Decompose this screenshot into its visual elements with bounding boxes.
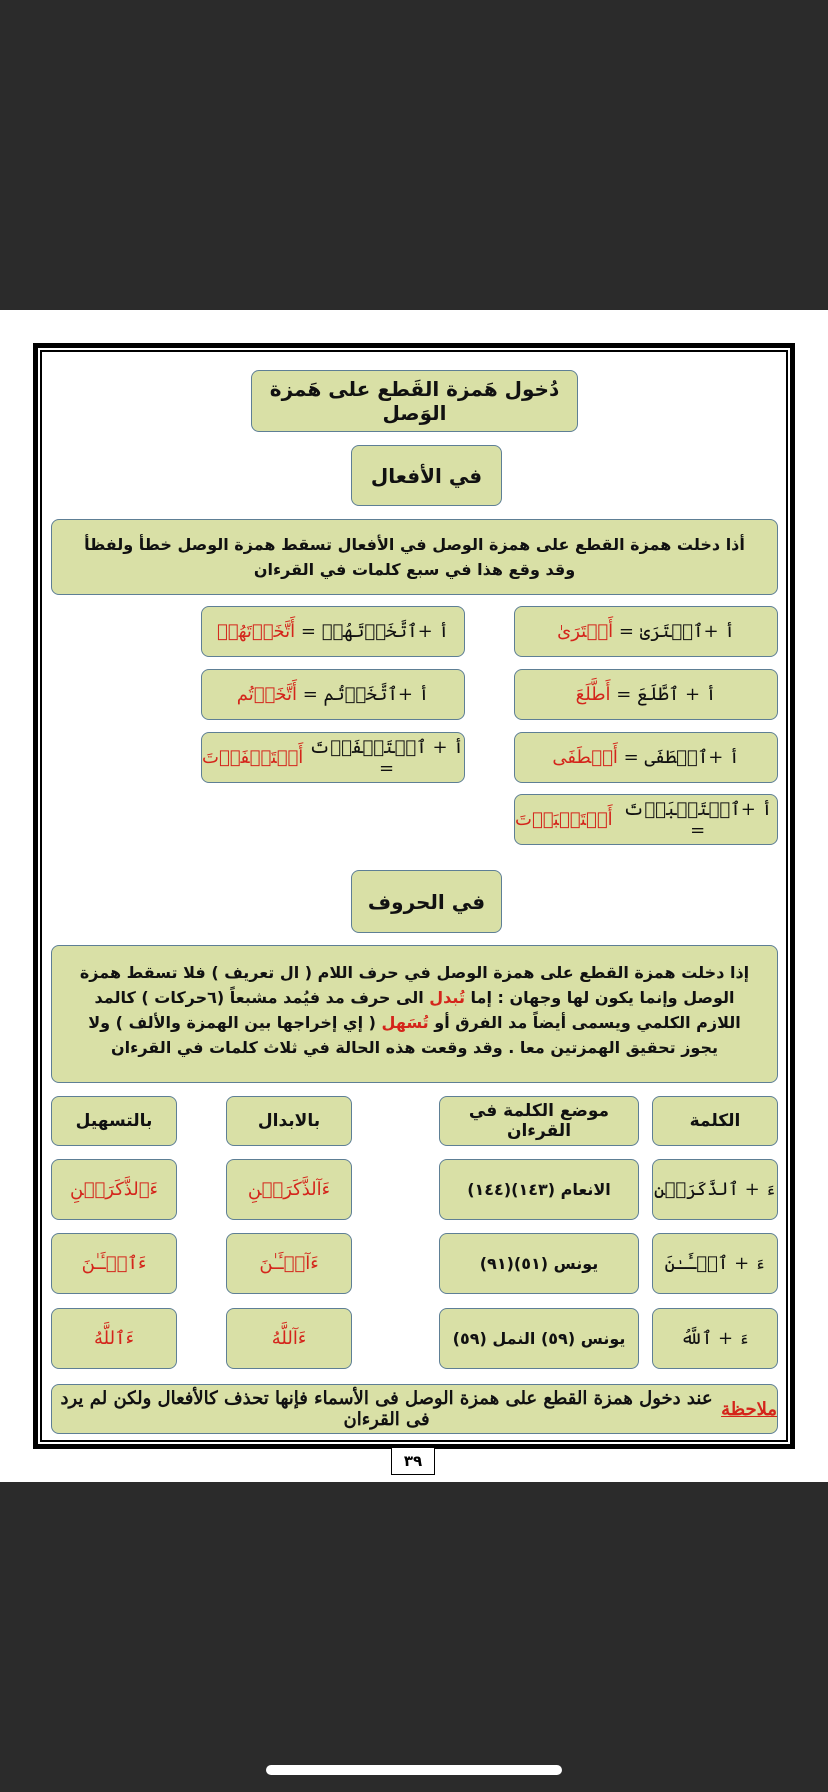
page-number: ٣٩ [391,1447,435,1475]
row1-ibdal: ءَآلذَّكَرَيۡنِ [226,1159,352,1220]
letters-intro-part2: الى حرف مد فيُمد مشبعاً (٦حركات ) كالمد اللازم الكلمي ويسمى أيضاً مد الفرق أو [94,988,741,1032]
verb-result: أَفۡتَرَىٰ [557,621,614,642]
verb-base: أ +ٱصۡطَفَى = [623,747,740,768]
verb-right-3 [514,732,778,783]
main-title: دُخول هَمزة القَطع على هَمزة الوَصل [251,370,578,432]
verb-base: أ + ٱطَّلَعَ = [616,684,717,705]
verb-result: أَصۡطَفَى [552,747,618,768]
note-label: ملاحظة [721,1398,777,1420]
bottom-dark-bar [0,1482,828,1792]
row3-ibdal: ءَآللَّهُ [226,1308,352,1369]
verb-base: أ +ٱتَّخَذۡتَهُمۡ = [300,621,449,642]
header-tashil: بالتسهيل [51,1096,177,1146]
letters-intro [51,945,778,1083]
row2-word: ءَ + ٱلۡـَٔـٰنَ [652,1233,778,1294]
row2-tashil: ءَٱلۡـَٔـٰنَ [51,1233,177,1294]
verb-left-2 [201,669,465,720]
verb-result: أَتَّخَذۡتَهُمۡ [217,621,296,642]
row1-tashil: ءَٱلذَّكَرَيۡنِ [51,1159,177,1220]
verb-base: أ +ٱسۡتَكۡبَرۡتَ = [623,798,773,841]
letters-intro-part3: ( إي إخراجها بين الهمزة والألف ) ولا يجوز تحقيق الهمزتين معا . وقد وقعت هذه الحالة في ثلاث كلمات في القرءان [88,1013,718,1057]
verb-result: أَطَّلَعَ [575,684,611,705]
header-location: موضع الكلمة في القرءان [439,1096,639,1146]
row1-location: الانعام (١٤٣)(١٤٤) [439,1159,639,1220]
row3-location: يونس (٥٩) النمل (٥٩) [439,1308,639,1369]
verb-result: أَتَّخَذۡتُم [236,684,297,705]
verb-result: أَسۡتَغۡفَرۡتَ [202,747,304,768]
section-heading-verbs: في الأفعال [351,445,502,506]
letters-intro-tashil-term: تُسَهل [381,1013,429,1032]
verb-right-4 [514,794,778,845]
row2-location: يونس (٥١)(٩١) [439,1233,639,1294]
verb-base: أ +ٱتَّخَذۡتُم = [302,684,430,705]
top-dark-bar [0,0,828,310]
header-word: الكلمة [652,1096,778,1146]
verb-base: أ + ٱسۡتَغۡفَرۡتَ = [309,736,464,779]
letters-intro-part1: إذا دخلت همزة القطع على همزة الوصل في حرف اللام ( ال تعريف ) فلا تسقط همزة الوصل وإنما يكون لها وجهان : إما [79,963,750,1007]
header-ibdal: بالابدال [226,1096,352,1146]
note-box [51,1384,778,1434]
row3-tashil: ءَٱللَّهُ [51,1308,177,1369]
verb-left-3 [201,732,465,783]
row2-ibdal: ءَآلۡـَٔـٰنَ [226,1233,352,1294]
row3-word: ءَ + ٱللَّهُ [652,1308,778,1369]
verb-base: أ +ٱفۡتَرَىٰ = [618,621,735,642]
note-text: عند دخول همزة القطع على همزة الوصل فى الأسماء فإنها تحذف كالأفعال ولكن لم يرد فى القرءان [60,1388,713,1430]
verb-right-1 [514,606,778,657]
verb-result: أَسۡتَكۡبَرۡتَ [515,809,613,830]
verbs-intro: أذا دخلت همزة القطع على همزة الوصل في الأفعال تسقط همزة الوصل خطأ ولفظأ وقد وقع هذا في سبع كلمات في القرءان [51,519,778,595]
row1-word: ءَ + ٱلذَّكَرَيۡنِ [652,1159,778,1220]
verb-left-1 [201,606,465,657]
letters-intro-ibdal-term: تُبدل [429,988,465,1007]
section-heading-letters: في الحروف [351,870,502,933]
home-indicator[interactable] [266,1765,562,1775]
verb-right-2 [514,669,778,720]
